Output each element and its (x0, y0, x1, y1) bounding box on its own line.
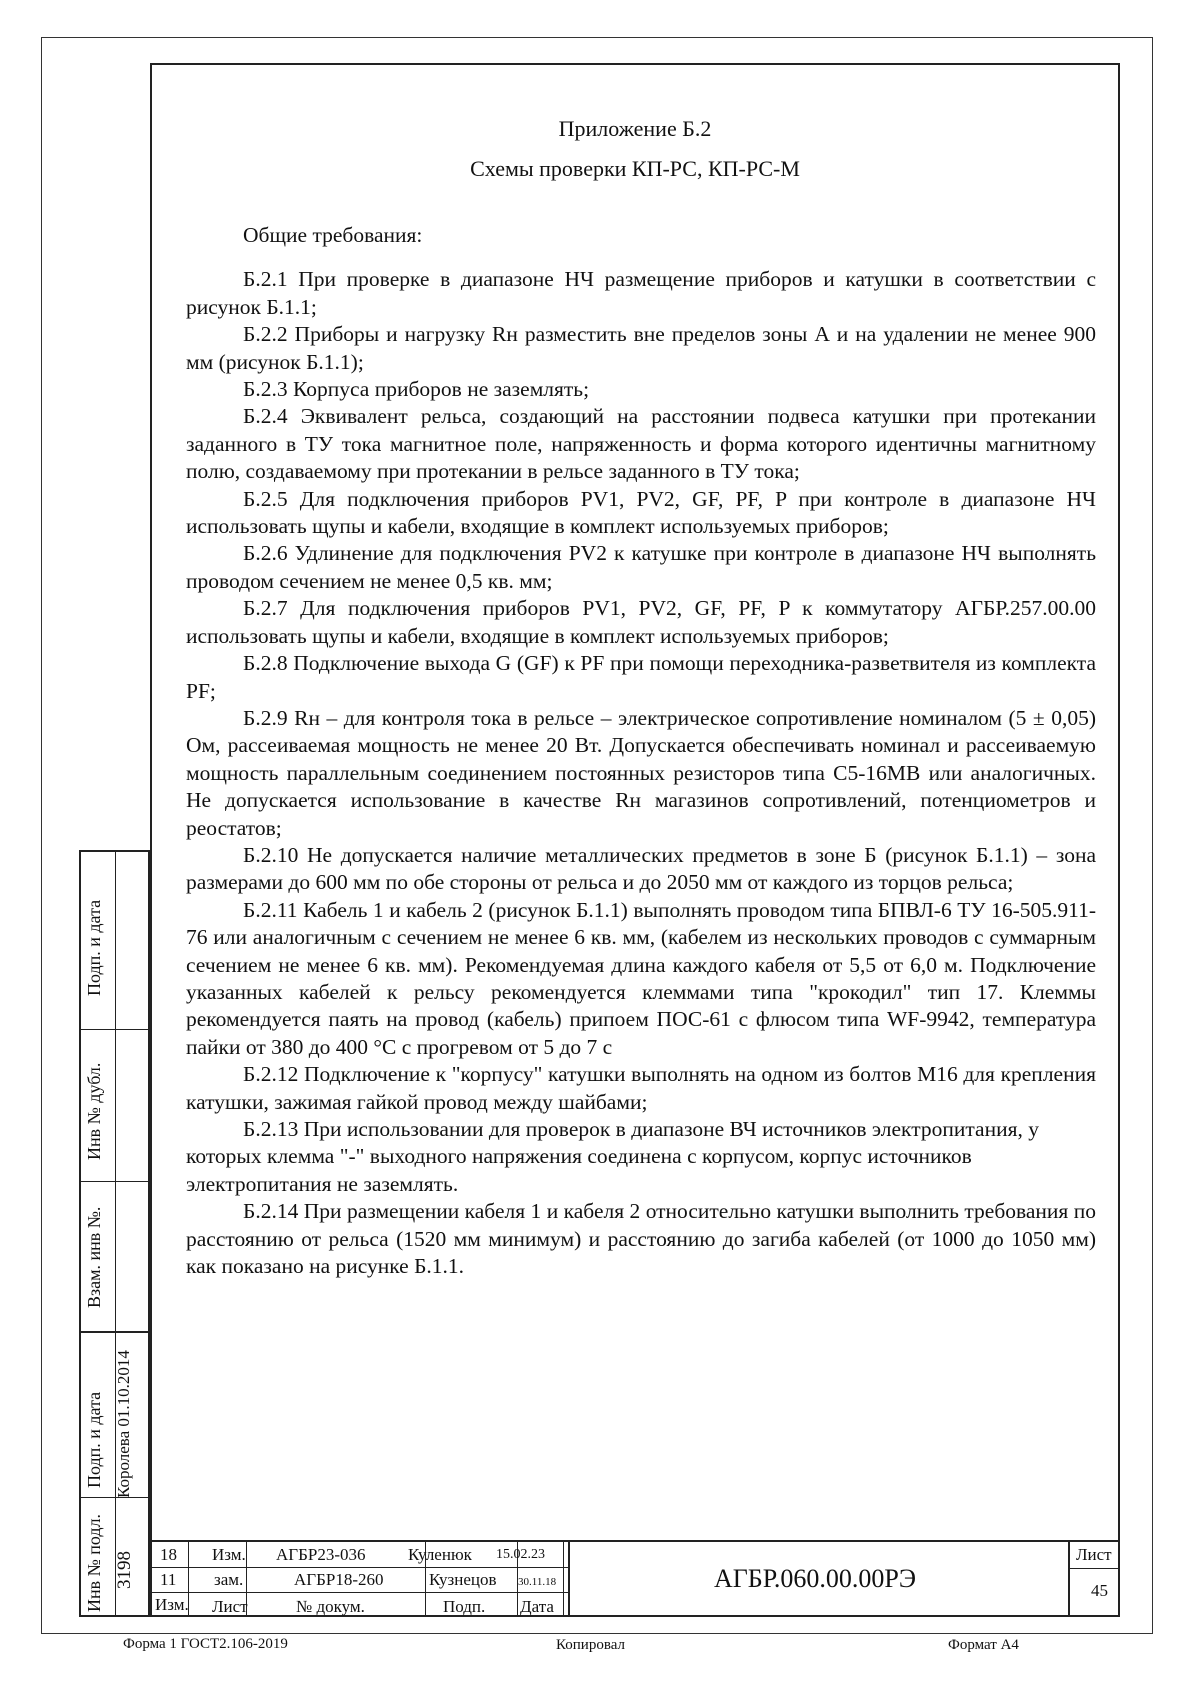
form-label: Форма 1 ГОСТ2.106-2019 (123, 1636, 288, 1652)
change-number-1: 18 (160, 1545, 177, 1564)
paragraph-b-2-10: Б.2.10 Не допускается наличие металлических предметов в зоне Б (рисунок Б.1.1) – зона размерами до 600 мм по обе стороны от рельса и до 2050 мм от каждого из торцов рельса; (186, 842, 1096, 895)
sheet-number: 45 (1091, 1581, 1108, 1600)
change-name-1: Куленюк (408, 1545, 472, 1564)
document-code: АГБР.060.00.00РЭ (713, 1564, 917, 1593)
paragraph-b-2-8: Б.2.8 Подключение выхода G (GF) к PF при помощи переходника-разветвителя из комплекта PF; (186, 651, 1096, 703)
sheet-label: Лист (1076, 1545, 1112, 1564)
label-vzam-inv: Взам. инв №. (84, 1206, 104, 1308)
label-podp-data-upper: Подп. и дата (84, 899, 104, 996)
body-text (186, 222, 1096, 1280)
format-label: Формат А4 (948, 1637, 1019, 1653)
change-number-2: 11 (160, 1570, 177, 1589)
appendix-title: Приложение Б.2 (558, 116, 712, 141)
signature-korolyova: Королева 01.10.2014 (114, 1350, 133, 1498)
label-inv-dubl: Инв № дубл. (84, 1062, 104, 1160)
paragraph-b-2-6: Б.2.6 Удлинение для подключения PV2 к катушке при контроле в диапазоне НЧ выполнять проводом сечением не менее 0,5 кв. мм; (186, 541, 1096, 593)
change-type-1: Изм. (212, 1545, 246, 1564)
paragraph-b-2-14: Б.2.14 При размещении кабеля 1 и кабеля 2 относительно катушки выполнить требования по расстоянию от рельса (1520 мм минимум) и расстоянию до загиба кабелей (от 1000 до 1050 мм) как показано на рисунке Б.1.1. (186, 1199, 1096, 1279)
col-label-list: Лист (212, 1597, 248, 1616)
change-date-1: 15.02.23 (496, 1547, 545, 1562)
paragraph-b-2-12: Б.2.12 Подключение к "корпусу" катушки выполнять на одном из болтов М16 для крепления катушки, зажимая гайкой провод между шайбами; (186, 1062, 1096, 1114)
paragraph-b-2-1: Б.2.1 При проверке в диапазоне НЧ размещение приборов и катушки в соответствии с рисунок Б.1.1; (186, 267, 1096, 319)
label-podp-data-lower: Подп. и дата (84, 1391, 104, 1488)
col-label-data: Дата (520, 1597, 554, 1616)
paragraph-b-2-9: Б.2.9 Rн – для контроля тока в рельсе – электрическое сопротивление номиналом (5 ± 0,05) Ом, рассеиваемая мощность не менее 20 Вт. Допускается обеспечивать номинал и рассеиваемую мощность параллельным соединением постоянных резисторов типа С5-16МВ или аналогичных. Не допускается использование в качестве Rн магазинов сопротивлений, потенциометров и реостатов; (186, 705, 1096, 840)
strip-cell-line (81, 1029, 148, 1030)
paragraph-b-2-11: Б.2.11 Кабель 1 и кабель 2 (рисунок Б.1.1) выполнять проводом типа БПВЛ-6 ТУ 16-505.911-76 или аналогичным с сечением не менее 6 кв. мм, (кабелем из нескольких проводов с суммарным сечением не менее 6 кв. мм). Рекомендуемая длина каждого кабеля от 5,5 от 6,0 м. Подключение указанных кабелей к рельсу рекомендуется клеммами типа "крокодил" тип 17. Клеммы рекомендуется паять на провод (кабель) припоем ПОС-61 с флюсом типа WF-9942, температура пайки от 380 до 400 °С с прогревом от 5 до 7 с (186, 897, 1096, 1059)
stamp-line (1068, 1568, 1120, 1569)
stamp-line (150, 1567, 568, 1568)
paragraph-b-2-4: Б.2.4 Эквивалент рельса, создающий на расстоянии подвеса катушки при протекании заданного в ТУ тока магнитное поле, напряженность и форма которого идентичны магнитному полю, создаваемому при протекании в рельсе заданного в ТУ тока; (186, 404, 1096, 484)
change-doc-1: АГБР23-036 (276, 1545, 366, 1564)
col-label-podp: Подп. (443, 1597, 486, 1616)
change-type-2: зам. (214, 1570, 244, 1589)
label-inv-podl: Инв № подл. (84, 1513, 104, 1612)
copied-label: Копировал (556, 1637, 625, 1653)
paragraph-b-2-2: Б.2.2 Приборы и нагрузку Rн разместить вне пределов зоны А и на удалении не менее 900 мм (рисунок Б.1.1); (186, 322, 1096, 374)
strip-divider (115, 852, 116, 1331)
section-lead: Общие требования: (243, 223, 423, 247)
paragraph-b-2-3: Б.2.3 Корпуса приборов не заземлять; (243, 377, 590, 402)
change-name-2: Кузнецов (429, 1570, 497, 1589)
stamp-line (150, 1592, 568, 1593)
change-doc-2: АГБР18-260 (294, 1570, 384, 1589)
paragraph-b-2-5: Б.2.5 Для подключения приборов PV1, PV2, GF, PF, P при контроле в диапазоне НЧ использовать щупы и кабели, входящие в комплект используемых приборов; (186, 486, 1096, 539)
col-label-izm: Изм. (155, 1595, 189, 1614)
change-date-2: 30.11.18 (518, 1576, 557, 1588)
col-label-doc: № докум. (296, 1597, 365, 1616)
paragraph-b-2-13: Б.2.13 При использовании для проверок в диапазоне ВЧ источников электропитания, у которых клемма "-" выходного напряжения соединена с корпусом, корпус источников электропитания не заземлять. (186, 1117, 1039, 1196)
strip-cell-line (81, 1181, 148, 1182)
inventory-number: 3198 (114, 1551, 135, 1589)
paragraph-b-2-7: Б.2.7 Для подключения приборов PV1, PV2, GF, PF, P к коммутатору АГБР.257.00.00 использовать щупы и кабели, входящие в комплект используемых приборов; (186, 596, 1096, 648)
appendix-subtitle: Схемы проверки КП-РС, КП-РС-М (470, 156, 800, 181)
